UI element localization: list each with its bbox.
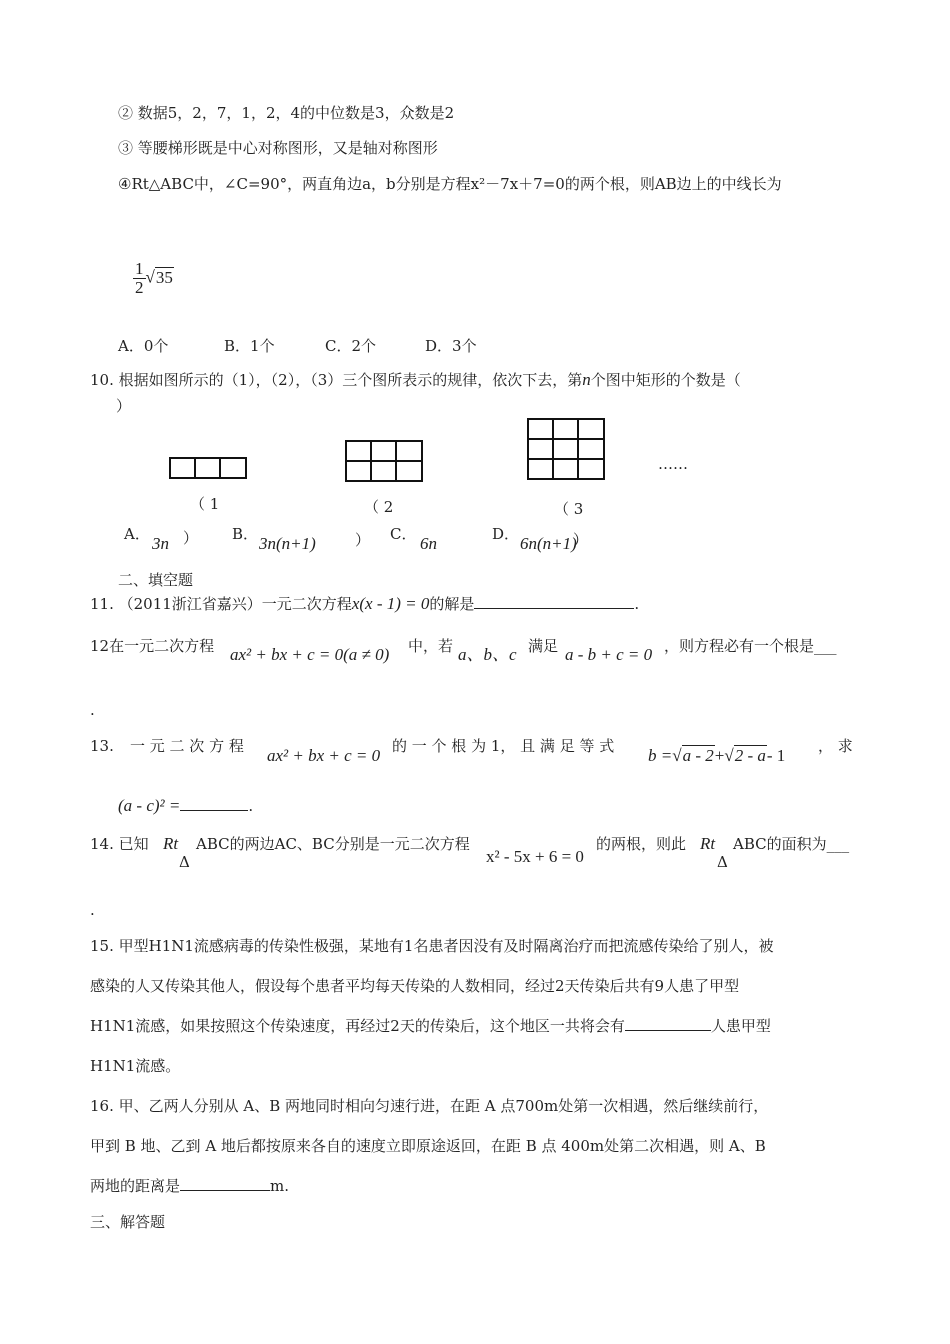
question-12-equation: ax² + bx + c = 0(a ≠ 0): [230, 645, 390, 664]
question-14-end: .: [90, 901, 95, 919]
question-16-line-3: 两地的距离是 m.: [90, 1177, 290, 1195]
question-13-condition: b =√a - 2+√2 - a- 1: [648, 746, 786, 765]
figure-3-rectangles: [526, 417, 606, 481]
question-12-condition: a - b + c = 0: [565, 645, 653, 664]
q9-equation: x²－7x＋7=0: [470, 175, 565, 193]
question-14-equation: x² - 5x + 6 = 0: [486, 847, 584, 866]
question-15-line-1: 15. 甲型H1N1流感病毒的传染性极强，某地有1名患者因没有及时隔离治疗而把流感传染给了别人，被: [90, 937, 774, 955]
q9-item-4: ④Rt△ABC中，∠C=90°，两直角边a，b分别是方程x²－7x＋7=0的两个根，则AB边上的中线长为: [118, 175, 782, 193]
figure-1-rectangles: [168, 456, 248, 480]
question-15-line-4: H1N1流感。: [90, 1057, 181, 1075]
delta-symbol-2: Δ: [717, 853, 728, 871]
question-13-equation: ax² + bx + c = 0: [267, 746, 381, 765]
section-3-heading: 三、解答题: [90, 1213, 166, 1231]
q9-item-2: ② 数据5，2，7，1，2，4的中位数是3，众数是2: [118, 104, 455, 122]
question-15-line-2: 感染的人又传染其他人，假设每个患者平均每天传染的人数相同，经过2天传染后共有9人患了甲型: [90, 977, 740, 995]
question-12-text: 中，若: [408, 637, 454, 655]
q10-option-d-value: 6n(n+1): [520, 534, 577, 553]
figure-3-paren: ）: [573, 531, 589, 549]
question-12-end: .: [90, 701, 95, 719]
q9-item-3: ③ 等腰梯形既是中心对称图形，又是轴对称图形: [118, 139, 438, 157]
section-2-heading: 二、填空题: [118, 571, 194, 589]
question-12-satisfy: 满足: [528, 637, 559, 655]
figure-ellipsis: ……: [658, 455, 688, 473]
figure-1-paren: ）: [183, 529, 199, 547]
square-root: √35: [145, 267, 173, 287]
question-13-number: 13.: [90, 737, 114, 755]
answer-blank[interactable]: [625, 1016, 711, 1031]
answer-blank[interactable]: [180, 796, 248, 811]
q10-option-b-letter: B．: [232, 525, 259, 543]
figure-2-rectangles: [344, 439, 424, 483]
question-12-vars: a、b、c: [458, 645, 517, 664]
question-12-ask: ，则方程必有一个根是___: [664, 637, 837, 655]
figure-2-paren: ）: [355, 531, 371, 549]
q10-option-a-value: 3n: [152, 534, 169, 553]
q9-option-b: B．1个: [224, 337, 275, 355]
question-16-line-1: 16. 甲、乙两人分别从 A、B 两地同时相向匀速行进，在距 A 点700m处第一次相遇，然后继续前行，: [90, 1097, 769, 1115]
question-16-line-2: 甲到 B 地、乙到 A 地后都按原来各自的速度立即原途返回，在距 B 点 400m处第二次相遇，则 A、B: [90, 1137, 766, 1155]
q9-option-a: A．0个: [118, 337, 169, 355]
q10-stem: 10. 根据如图所示的（1），（2），（3）三个图所表示的规律，依次下去，第n个图中矩形的个数是（: [90, 370, 741, 389]
question-13-intro: 一 元 二 次 方 程: [130, 737, 244, 755]
q10-option-c-letter: C．: [390, 525, 417, 543]
figure-3-label: （ 3: [554, 500, 584, 518]
question-13-expression: (a - c)² = .: [118, 796, 254, 815]
q9-answer-expression: [133, 260, 174, 297]
q9-option-d: D．3个: [425, 337, 477, 355]
delta-symbol: Δ: [179, 853, 190, 871]
question-14-rt: Rt: [163, 834, 179, 853]
q10-option-a-letter: A．: [124, 525, 150, 543]
figure-2-label: （ 2: [364, 498, 394, 516]
q10-option-c-value: 6n: [420, 534, 437, 553]
answer-blank[interactable]: [474, 594, 634, 609]
question-14-intro: 14. 已知: [90, 835, 149, 853]
question-14-text: ABC的两边AC、BC分别是一元二次方程: [196, 835, 470, 853]
q10-stem-close: ）: [116, 397, 132, 415]
question-15-line-3: H1N1流感，如果按照这个传染速度，再经过2天的传染后，这个地区一共将会有 人患甲型: [90, 1017, 771, 1035]
question-11: 11. （2011浙江省嘉兴）一元二次方程x(x - 1) = 0的解是 .: [90, 594, 640, 613]
question-12-intro: 12在一元二次方程: [90, 637, 215, 655]
question-14-ask: ABC的面积为___: [733, 835, 850, 853]
q10-option-d-letter: D．: [492, 525, 520, 543]
fraction: $\frac{1}{2}$: [135, 259, 144, 297]
question-14-rt-2: Rt: [700, 834, 716, 853]
question-13-ask: ， 求: [818, 737, 853, 755]
question-13-text: 的 一 个 根 为 1， 且 满 足 等 式: [392, 737, 615, 755]
q9-option-c: C．2个: [325, 337, 377, 355]
answer-blank[interactable]: [180, 1176, 270, 1191]
q10-option-b-value: 3n(n+1): [259, 534, 316, 553]
figure-1-label: （ 1: [190, 495, 220, 513]
question-14-text-2: 的两根，则此: [596, 835, 687, 853]
